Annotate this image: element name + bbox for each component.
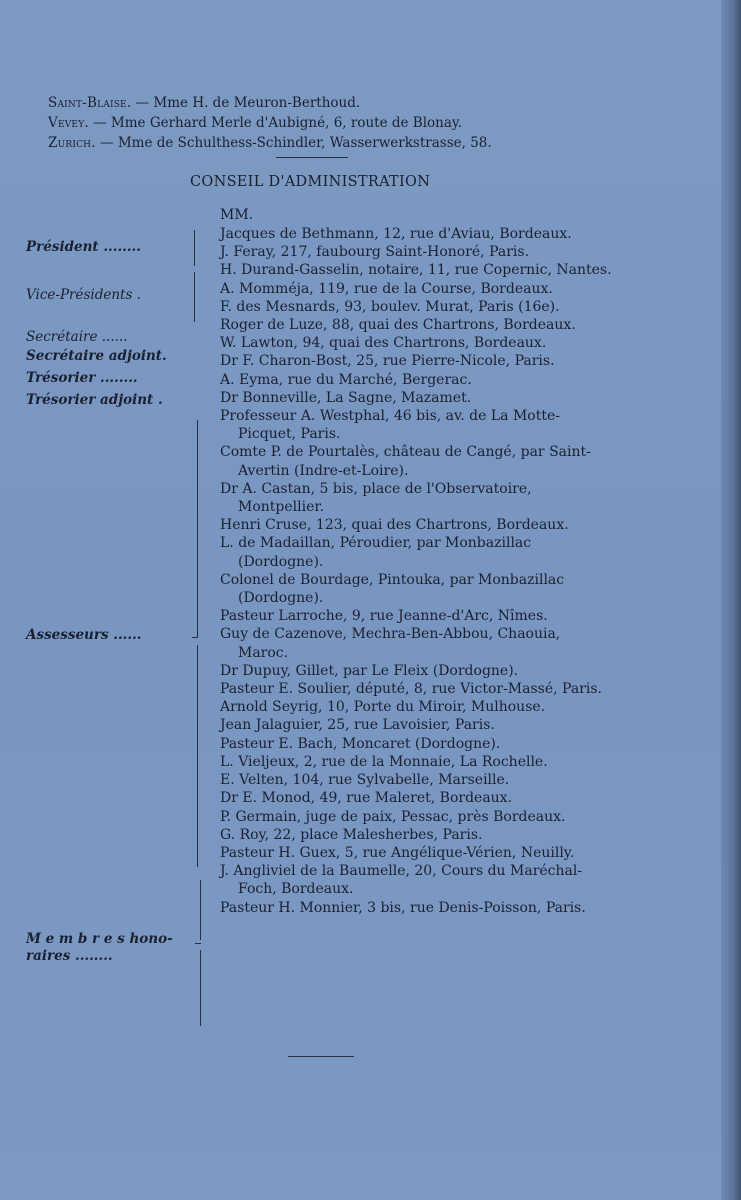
- entry-1: J. Feray, 217, faubourg Saint-Honoré, Paris.: [220, 244, 530, 261]
- brace-honorary-bottom: [200, 950, 205, 1026]
- header-place: Zurich.: [48, 135, 96, 151]
- role-vice-presidents: Vice-Présidents .: [26, 287, 141, 303]
- entry-17: Guy de Cazenove, Mechra-Ben-Abbou, Chaouia, Maroc.: [220, 626, 561, 661]
- top-divider: [276, 157, 348, 158]
- entry-7: Dr F. Charon-Bost, 25, rue Pierre-Nicole, Paris.: [220, 353, 555, 370]
- entry-24: E. Velten, 104, rue Sylvabelle, Marseille.: [220, 772, 510, 789]
- role-assistant-treasurer: Trésorier adjoint .: [26, 392, 163, 408]
- entry-16: Pasteur Larroche, 9, rue Jeanne-d'Arc, Nîmes.: [220, 608, 548, 625]
- header-text: — Mme H. de Meuron-Berthoud.: [131, 95, 361, 111]
- entry-3: A. Momméja, 119, rue de la Course, Bordeaux.: [220, 280, 553, 297]
- header-text: — Mme de Schulthess-Schindler, Wasserwerkstrasse, 58.: [95, 135, 492, 151]
- entry-10: Professeur A. Westphal, 46 bis, av. de La Motte-Picquet, Paris.: [220, 408, 560, 443]
- entry-28: Pasteur H. Guex, 5, rue Angélique-Vérien, Neuilly.: [220, 844, 575, 861]
- header-line: [48, 133, 668, 153]
- role-secretary: Secrétaire ......: [26, 329, 128, 345]
- brace-honorary-point: [195, 943, 201, 944]
- entry-8: A. Eyma, rue du Marché, Bergerac.: [220, 371, 472, 388]
- entry-25: Dr E. Monod, 49, rue Maleret, Bordeaux.: [220, 790, 513, 807]
- entry-4: F. des Mesnards, 93, boulev. Murat, Paris (16e).: [220, 298, 560, 315]
- header-place: Saint-Blaise.: [48, 95, 132, 111]
- brace-honorary-top: [200, 880, 205, 940]
- entry-2: H. Durand-Gasselin, notaire, 11, rue Copernic, Nantes.: [220, 262, 612, 279]
- role-president: Président ........: [26, 239, 141, 255]
- entry-12: Dr A. Castan, 5 bis, place de l'Observatoire, Montpellier.: [220, 480, 532, 516]
- brace-vice-presidents: [194, 272, 199, 322]
- entry-14: L. de Madaillan, Péroudier, par Monbazillac (Dordogne).: [220, 535, 532, 570]
- entry-23: L. Vieljeux, 2, rue de la Monnaie, La Rochelle.: [220, 753, 548, 770]
- members-list: [220, 225, 612, 917]
- entry-13: Henri Cruse, 123, quai des Chartrons, Bordeaux.: [220, 517, 569, 534]
- role-honorary-members-1: M e m b r e s hono-: [26, 931, 173, 947]
- brace-assessors-bottom: [197, 645, 202, 867]
- entry-5: Roger de Luze, 88, quai des Chartrons, Bordeaux.: [220, 317, 576, 334]
- entry-6: W. Lawton, 94, quai des Chartrons, Bordeaux.: [220, 335, 547, 352]
- entry-15: Colonel de Bourdage, Pintouka, par Monbazillac (Dordogne).: [220, 571, 565, 607]
- header-text: — Mme Gerhard Merle d'Aubigné, 6, route de Blonay.: [88, 115, 463, 131]
- header-line: [48, 113, 668, 133]
- entry-30: Pasteur H. Monnier, 3 bis, rue Denis-Poisson, Paris.: [220, 899, 586, 916]
- entry-11: Comte P. de Pourtalès, château de Cangé, par Saint-Avertin (Indre-et-Loire).: [220, 444, 591, 479]
- entry-21: Jean Jalaguier, 25, rue Lavoisier, Paris.: [220, 717, 495, 734]
- role-treasurer: Trésorier ........: [26, 370, 138, 386]
- entry-26: P. Germain, juge de paix, Pessac, près Bordeaux.: [220, 808, 566, 825]
- role-assessors: Assesseurs ......: [26, 627, 142, 643]
- entry-29: J. Angliviel de la Baumelle, 20, Cours du Maréchal-Foch, Bordeaux.: [220, 863, 583, 898]
- header-line: [48, 93, 668, 113]
- bottom-divider: [288, 1056, 354, 1057]
- entry-9: Dr Bonneville, La Sagne, Mazamet.: [220, 389, 472, 406]
- mm-label: MM.: [220, 207, 254, 223]
- page-edge-shadow: [721, 0, 741, 1200]
- entry-0: Jacques de Bethmann, 12, rue d'Aviau, Bordeaux.: [220, 226, 572, 242]
- entry-19: Pasteur E. Soulier, député, 8, rue Victor-Massé, Paris.: [220, 681, 602, 698]
- header-place: Vevey.: [48, 115, 89, 131]
- role-assistant-secretary: Secrétaire adjoint.: [26, 348, 167, 364]
- brace-assessors-point: [192, 637, 198, 638]
- entry-20: Arnold Seyrig, 10, Porte du Miroir, Mulhouse.: [220, 699, 546, 716]
- header-lines: [48, 93, 668, 153]
- brace-assessors-top: [197, 420, 202, 638]
- section-heading: CONSEIL D'ADMINISTRATION: [190, 174, 431, 190]
- entry-22: Pasteur E. Bach, Moncaret (Dordogne).: [220, 735, 501, 752]
- brace-president: [194, 230, 199, 266]
- role-honorary-members-2: raires ........: [26, 948, 113, 964]
- entry-27: G. Roy, 22, place Malesherbes, Paris.: [220, 826, 483, 843]
- entry-18: Dr Dupuy, Gillet, par Le Fleix (Dordogne).: [220, 662, 519, 679]
